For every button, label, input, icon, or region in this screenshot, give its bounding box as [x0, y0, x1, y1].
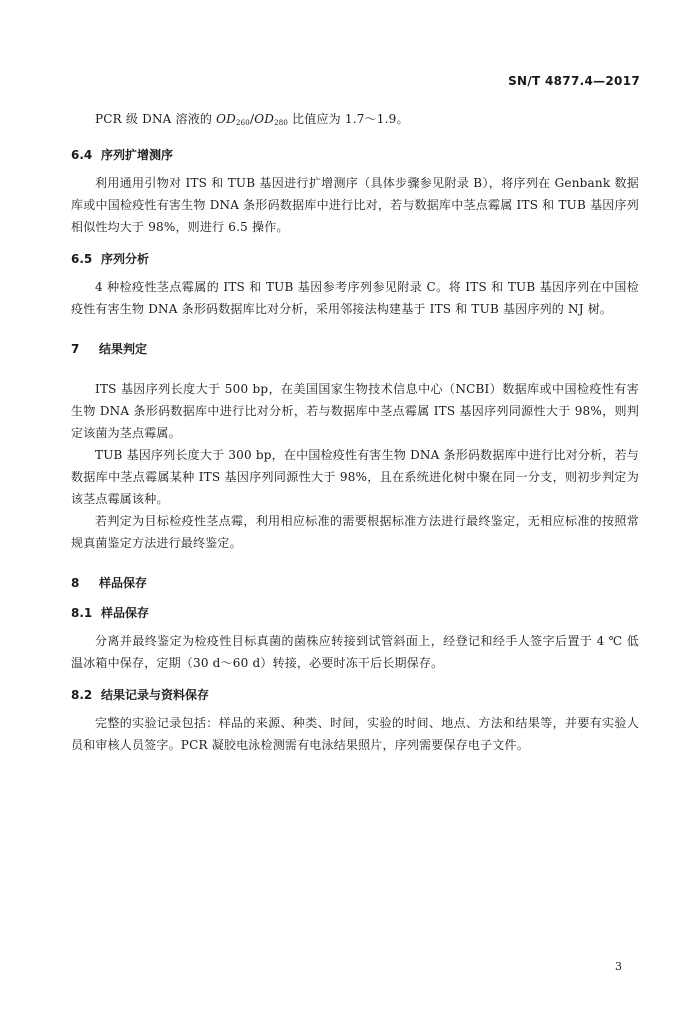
section-7-paragraph-1: ITS 基因序列长度大于 500 bp，在美国国家生物技术信息中心（NCBI）数据库或中国检疫性有害生物 DNA 条形码数据库中进行比对分析，若与数据库中茎点霉属 ITS 基因序列同源性大于 98%，则判定该菌为茎点霉属。: [71, 382, 639, 440]
section-7-paragraph-3: 若判定为目标检疫性茎点霉，利用相应标准的需要根据标准方法进行最终鉴定，无相应标准的按照常规真菌鉴定方法进行最终鉴定。: [71, 514, 639, 550]
section-number: 8: [71, 576, 80, 590]
section-heading-8-2: [71, 686, 639, 704]
pcr-text-post: 比值应为 1.7～1.9。: [288, 112, 409, 126]
section-7-paragraph-2: TUB 基因序列长度大于 300 bp，在中国检疫性有害生物 DNA 条形码数据库中进行比对分析，若与数据库中茎点霉属某种 ITS 基因序列同源性大于 98%，且在系统进化树中聚在同一分支，则初步判定为该茎点霉属该种。: [71, 448, 639, 506]
ratio-slash: /: [249, 112, 255, 126]
section-6-4-text: 利用通用引物对 ITS 和 TUB 基因进行扩增测序（具体步骤参见附录 B），将序列在 Genbank 数据库或中国检疫性有害生物 DNA 条形码数据库中进行比对，若与数据库中茎点霉属 ITS 和 TUB 基因序列相似性均大于 98%，则进行 6.5 操作。: [71, 176, 639, 234]
section-number: 6.4: [71, 148, 93, 162]
section-heading-6-5: [71, 250, 639, 268]
pcr-text-pre: PCR 级 DNA 溶液的: [95, 112, 217, 126]
section-number: 8.1: [71, 606, 93, 620]
section-heading-7: [71, 340, 639, 358]
section-heading-8-1: [71, 604, 639, 622]
section-6-5-text: 4 种检疫性茎点霉属的 ITS 和 TUB 基因参考序列参见附录 C。将 ITS 和 TUB 基因序列在中国检疫性有害生物 DNA 条形码数据库比对分析，采用邻接法构建基于 ITS 和 TUB 基因序列的 NJ 树。: [71, 280, 639, 316]
section-number: 7: [71, 342, 80, 356]
od-label: OD: [216, 112, 236, 126]
section-8-1-text: 分离并最终鉴定为检疫性目标真菌的菌株应转接到试管斜面上，经登记和经手人签字后置于 4 ℃ 低温冰箱中保存，定期（30 d～60 d）转接，必要时冻干后长期保存。: [71, 634, 639, 670]
od-label: OD: [254, 112, 275, 126]
section-heading-6-4: [71, 146, 639, 164]
od-subscript: 260: [236, 119, 250, 127]
section-title: 结果记录与资料保存: [101, 688, 210, 702]
section-title: 结果判定: [99, 342, 148, 356]
section-number: 8.2: [71, 688, 93, 702]
section-title: 序列分析: [101, 252, 150, 266]
pcr-ratio-paragraph: [71, 108, 639, 134]
od-subscript: 280: [274, 119, 289, 127]
section-number: 6.5: [71, 252, 93, 266]
section-title: 样品保存: [99, 576, 148, 590]
page-number: 3: [615, 960, 622, 973]
section-title: 序列扩增测序: [101, 148, 174, 162]
page-content: [71, 108, 639, 756]
section-heading-8: [71, 574, 639, 592]
standard-code: SN/T 4877.4—2017: [508, 74, 640, 88]
section-8-2-text: 完整的实验记录包括：样品的来源、种类、时间，实验的时间、地点、方法和结果等，并要有实验人员和审核人员签字。PCR 凝胶电泳检测需有电泳结果照片，序列需要保存电子文件。: [71, 716, 639, 752]
section-title: 样品保存: [101, 606, 150, 620]
